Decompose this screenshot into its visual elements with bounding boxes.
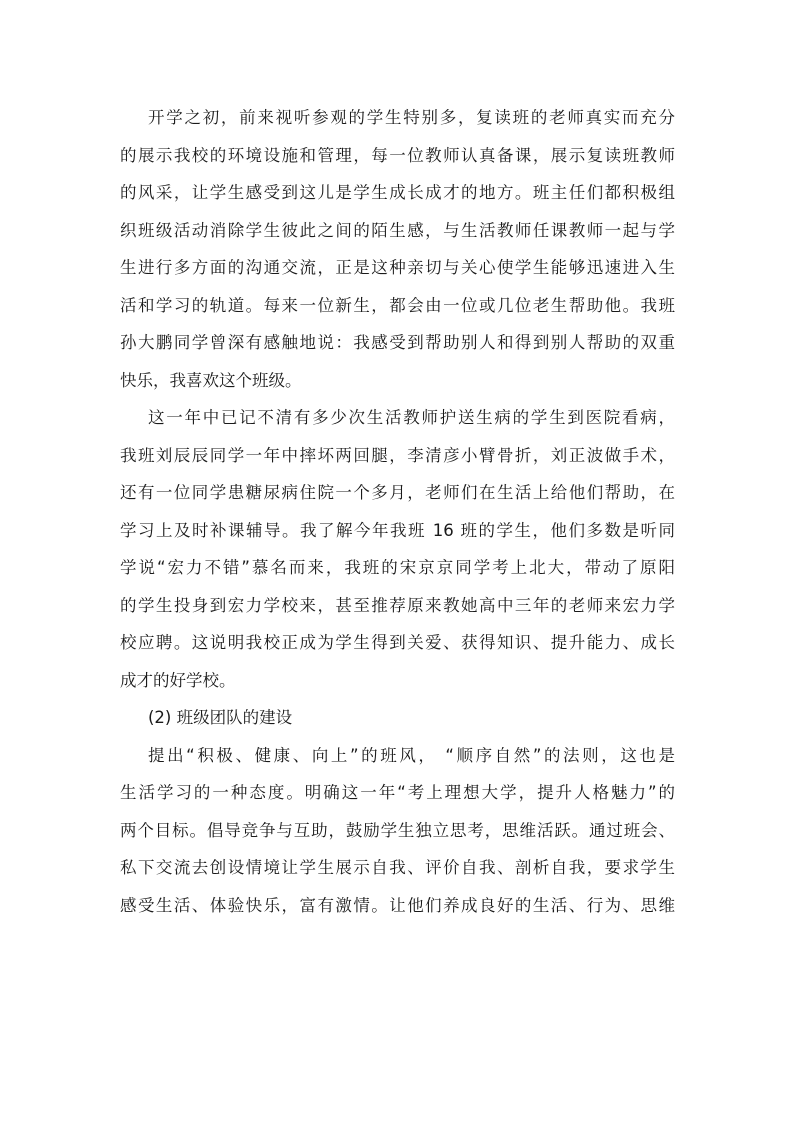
paragraph-1-line-4: 织班级活动消除学生彼此之间的陌生感，与生活教师任课教师一起与学 (120, 220, 675, 240)
paragraph-2-line-4: 学习上及时补课辅导。我了解今年我班 16 班的学生，他们多数是听同 (120, 520, 675, 540)
paragraph-1-line-2: 的展示我校的环境设施和管理，每一位教师认真备课，展示复读班教师 (120, 145, 675, 165)
paragraph-2-line-8: 成才的好学校。 (120, 670, 236, 690)
paragraph-2-line-5: 学说“宏力不错”慕名而来，我班的宋京京同学考上北大，带动了原阳 (120, 558, 675, 577)
document-body (120, 99, 675, 924)
paragraph-2-line-7: 校应聘。这说明我校正成为学生得到关爱、获得知识、提升能力、成长 (120, 633, 675, 652)
paragraph-3-line-4: 私下交流去创设情境让学生展示自我、评价自我、剖析自我，要求学生 (120, 858, 675, 877)
paragraph-2-line-2: 我班刘辰辰同学一年中摔坏两回腿，李清彦小臂骨折，刘正波做手术， (120, 445, 675, 465)
paragraph-2-line-1: 这一年中已记不清有多少次生活教师护送生病的学生到医院看病， (148, 408, 675, 427)
paragraph-2-line-3: 还有一位同学患糖尿病住院一个多月，老师们在生活上给他们帮助，在 (120, 483, 675, 502)
section-heading: (2) 班级团队的建设 (148, 708, 293, 727)
paragraph-3-line-2: 生活学习的一种态度。明确这一年“考上理想大学，提升人格魅力”的 (120, 783, 675, 802)
paragraph-3-line-3: 两个目标。倡导竞争与互助，鼓励学生独立思考，思维活跃。通过班会、 (120, 820, 675, 840)
paragraph-1-line-7: 孙大鹏同学曾深有感触地说：我感受到帮助别人和得到别人帮助的双重 (120, 333, 675, 352)
paragraph-1-line-1: 开学之初，前来视听参观的学生特别多，复读班的老师真实而充分 (148, 108, 675, 127)
paragraph-3-line-1: 提出“积极、健康、向上”的班风， “顺序自然”的法则，这也是 (148, 745, 675, 765)
paragraph-1-line-8: 快乐，我喜欢这个班级。 (120, 370, 302, 390)
paragraph-1-line-3: 的风采，让学生感受到这儿是学生成长成才的地方。班主任们都积极组 (120, 183, 675, 202)
paragraph-1-line-5: 生进行多方面的沟通交流，正是这种亲切与关心使学生能够迅速进入生 (120, 258, 675, 277)
paragraph-2-line-6: 的学生投身到宏力学校来，甚至推荐原来教她高中三年的老师来宏力学 (120, 595, 675, 615)
paragraph-3-line-5: 感受生活、体验快乐，富有激情。让他们养成良好的生活、行为、思维 (120, 895, 675, 915)
paragraph-1-line-6: 活和学习的轨道。每来一位新生，都会由一位或几位老生帮助他。我班 (120, 295, 675, 315)
